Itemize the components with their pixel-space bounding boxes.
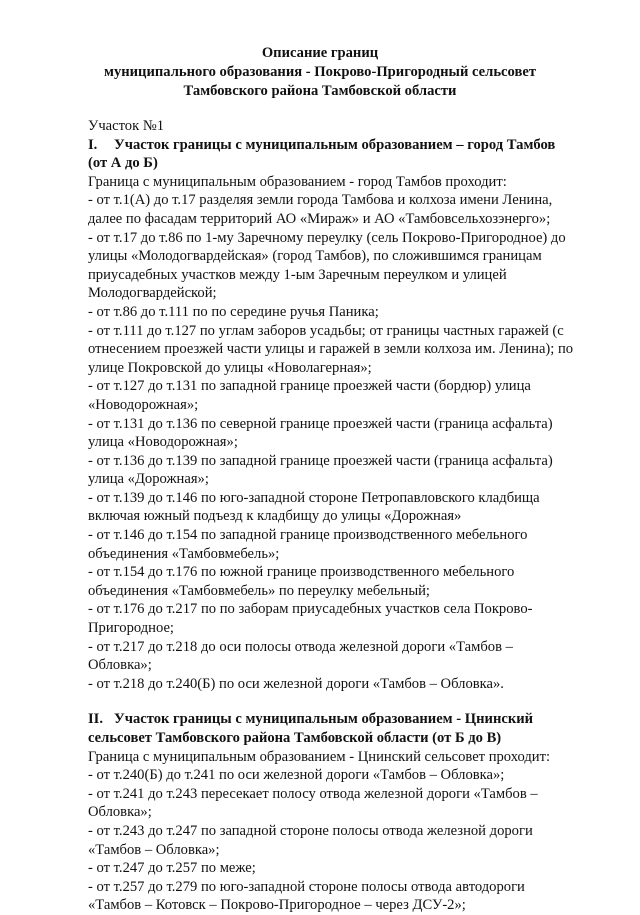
section-1-heading-text: Участок границы с муниципальным образованием – город Тамбов <box>114 136 556 153</box>
section-1-line: Молодогвардейской; <box>88 285 217 302</box>
section-1-line: отнесением проезжей части улицы и гаражей в земли колхоза им. Ленина); по <box>88 341 574 358</box>
section-1-line: Обловка»; <box>88 657 152 674</box>
section-2-roman: II. <box>88 711 104 728</box>
section-2-line: - от т.240(Б) до т.241 по оси железной дороги «Тамбов – Обловка»; <box>88 767 505 784</box>
section-2-line: - от т.257 до т.279 по юго-западной стороне полосы отвода автодороги <box>88 878 525 895</box>
document-title <box>0 44 640 101</box>
section-1-line: приусадебных участков между 1-ым Заречным переулком и улицей <box>88 266 507 283</box>
section-1-line: - от т.176 до т.217 по по заборам приусадебных участков села Покрово- <box>88 601 533 618</box>
section-1-heading-line-2: (от А до Б) <box>88 155 158 172</box>
section-1-line: - от т.111 до т.127 по углам заборов усадьбы; от границы частных гаражей (с <box>88 322 564 339</box>
section-2-line: - от т.247 до т.257 по меже; <box>88 860 256 877</box>
section-2-heading <box>88 710 598 729</box>
section-1-line: улица «Дорожная»; <box>88 471 209 488</box>
section-1-line: улице Покровской до улицы «Новолагерная»; <box>88 359 372 376</box>
title-line-2: муниципального образования - Покрово-Пригородный сельсовет <box>104 64 536 80</box>
section-1-line: улицы «Молодогвардейская» (город Тамбов), по сложившимся границам <box>88 248 542 265</box>
section-2-heading-text: Участок границы с муниципальным образованием - Цнинский <box>114 711 534 728</box>
section-1-line: объединения «Тамбовмебель»; <box>88 545 280 562</box>
section-1-line: - от т.217 до т.218 до оси полосы отвода железной дороги «Тамбов – <box>88 638 513 655</box>
section-2-line: Обловка»; <box>88 804 152 821</box>
section-2-line: Граница с муниципальным образованием - Цнинский сельсовет проходит: <box>88 748 551 765</box>
section-1-line: - от т.17 до т.86 по 1-му Заречному переулку (сель Покрово-Пригородное) до <box>88 229 566 246</box>
section-1-line: - от т.86 до т.111 по по середине ручья Паника; <box>88 303 379 320</box>
document-body <box>88 117 598 915</box>
section-1-line: «Новодорожная»; <box>88 396 199 413</box>
section-1-line: - от т.154 до т.176 по южной границе производственного мебельного <box>88 564 515 581</box>
section-2-line: - от т.243 до т.247 по западной стороне полосы отвода железной дороги <box>88 822 533 839</box>
section-2-line: «Тамбов – Обловка»; <box>88 841 220 858</box>
section-1-line: объединения «Тамбовмебель» по переулку мебельный; <box>88 582 430 599</box>
section-1-line: - от т.136 до т.139 по западной границе проезжей части (граница асфальта) <box>88 452 553 469</box>
section-2-heading-line-2: сельсовет Тамбовского района Тамбовской области (от Б до В) <box>88 730 502 746</box>
title-line-1: Описание границ <box>261 45 379 61</box>
section-1-line: - от т.127 до т.131 по западной границе проезжей части (бордюр) улица <box>88 378 531 395</box>
section-1-line: включая южный подъезд к кладбищу до улицы «Дорожная» <box>88 508 462 525</box>
section-1-line: - от т.1(А) до т.17 разделяя земли города Тамбова и колхоза имени Ленина, <box>88 192 553 209</box>
section-1-heading <box>88 136 598 155</box>
section-spacer <box>88 693 598 710</box>
section-1-line: Граница с муниципальным образованием - город Тамбов проходит: <box>88 173 507 190</box>
section-1-line: улица «Новодорожная»; <box>88 434 238 451</box>
section-2-line: - от т.241 до т.243 пересекает полосу отвода железной дороги «Тамбов – <box>88 785 538 802</box>
section-1-line: - от т.218 до т.240(Б) по оси железной дороги «Тамбов – Обловка». <box>88 675 504 692</box>
section-label: Участок №1 <box>88 118 165 134</box>
section-1-line: - от т.131 до т.136 по северной границе проезжей части (граница асфальта) <box>88 415 553 432</box>
section-1-line: Пригородное; <box>88 620 174 637</box>
section-2-line: «Тамбов – Котовск – Покрово-Пригородное – через ДСУ-2»; <box>88 897 466 914</box>
section-1-line: далее по фасадам территорий АО «Мираж» и АО «Тамбовсельхозэнерго»; <box>88 210 551 227</box>
section-1-roman: I. <box>88 136 98 153</box>
section-1-line: - от т.139 до т.146 по юго-западной стороне Петропавловского кладбища <box>88 489 540 506</box>
title-line-3: Тамбовского района Тамбовской области <box>183 83 457 99</box>
section-1-line: - от т.146 до т.154 по западной границе производственного мебельного <box>88 527 528 544</box>
